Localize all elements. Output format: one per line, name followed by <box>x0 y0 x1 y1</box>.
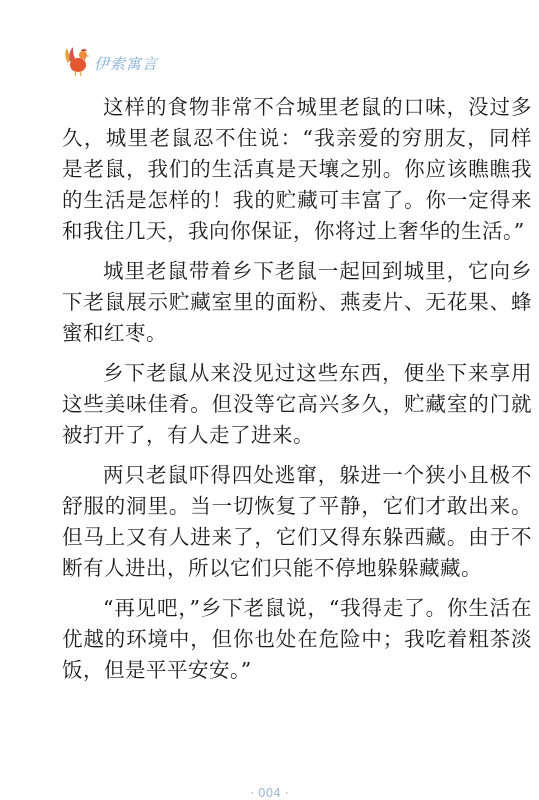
paragraph: “再见吧，”乡下老鼠说，“我得走了。你生活在优越的环境中，但你也处在危险中；我吃着粗茶淡饭，但是平平安安。” <box>62 596 532 682</box>
paragraph: 这样的食物非常不合城里老鼠的口味，没过多久，城里老鼠忍不住说：“我亲爱的穷朋友，同样是老鼠，我们的生活真是天壤之别。你应该瞧瞧我的生活是怎样的！我的贮藏可丰富了。你一定得来和我住几天，我向你保证，你将过上奢华的生活。” <box>62 95 532 243</box>
rooster-logo-icon <box>62 43 92 77</box>
paragraph: 乡下老鼠从来没见过这些东西，便坐下来享用这些美味佳肴。但没等它高兴多久，贮藏室的门就被打开了，有人走了进来。 <box>62 361 532 447</box>
story-text <box>62 92 532 695</box>
page-header <box>62 40 158 80</box>
paragraph: 两只老鼠吓得四处逃窜，躲进一个狭小且极不舒服的洞里。当一切恢复了平静，它们才敢出来。但马上又有人进来了，它们又得东躲西藏。由于不断有人进出，所以它们只能不停地躲躲藏藏。 <box>62 463 532 580</box>
page-number: · 004 · <box>250 786 289 800</box>
paragraph: 城里老鼠带着乡下老鼠一起回到城里，它向乡下老鼠展示贮藏室里的面粉、燕麦片、无花果、蜂蜜和红枣。 <box>62 259 532 345</box>
series-title: 伊索寓言 <box>94 54 159 73</box>
